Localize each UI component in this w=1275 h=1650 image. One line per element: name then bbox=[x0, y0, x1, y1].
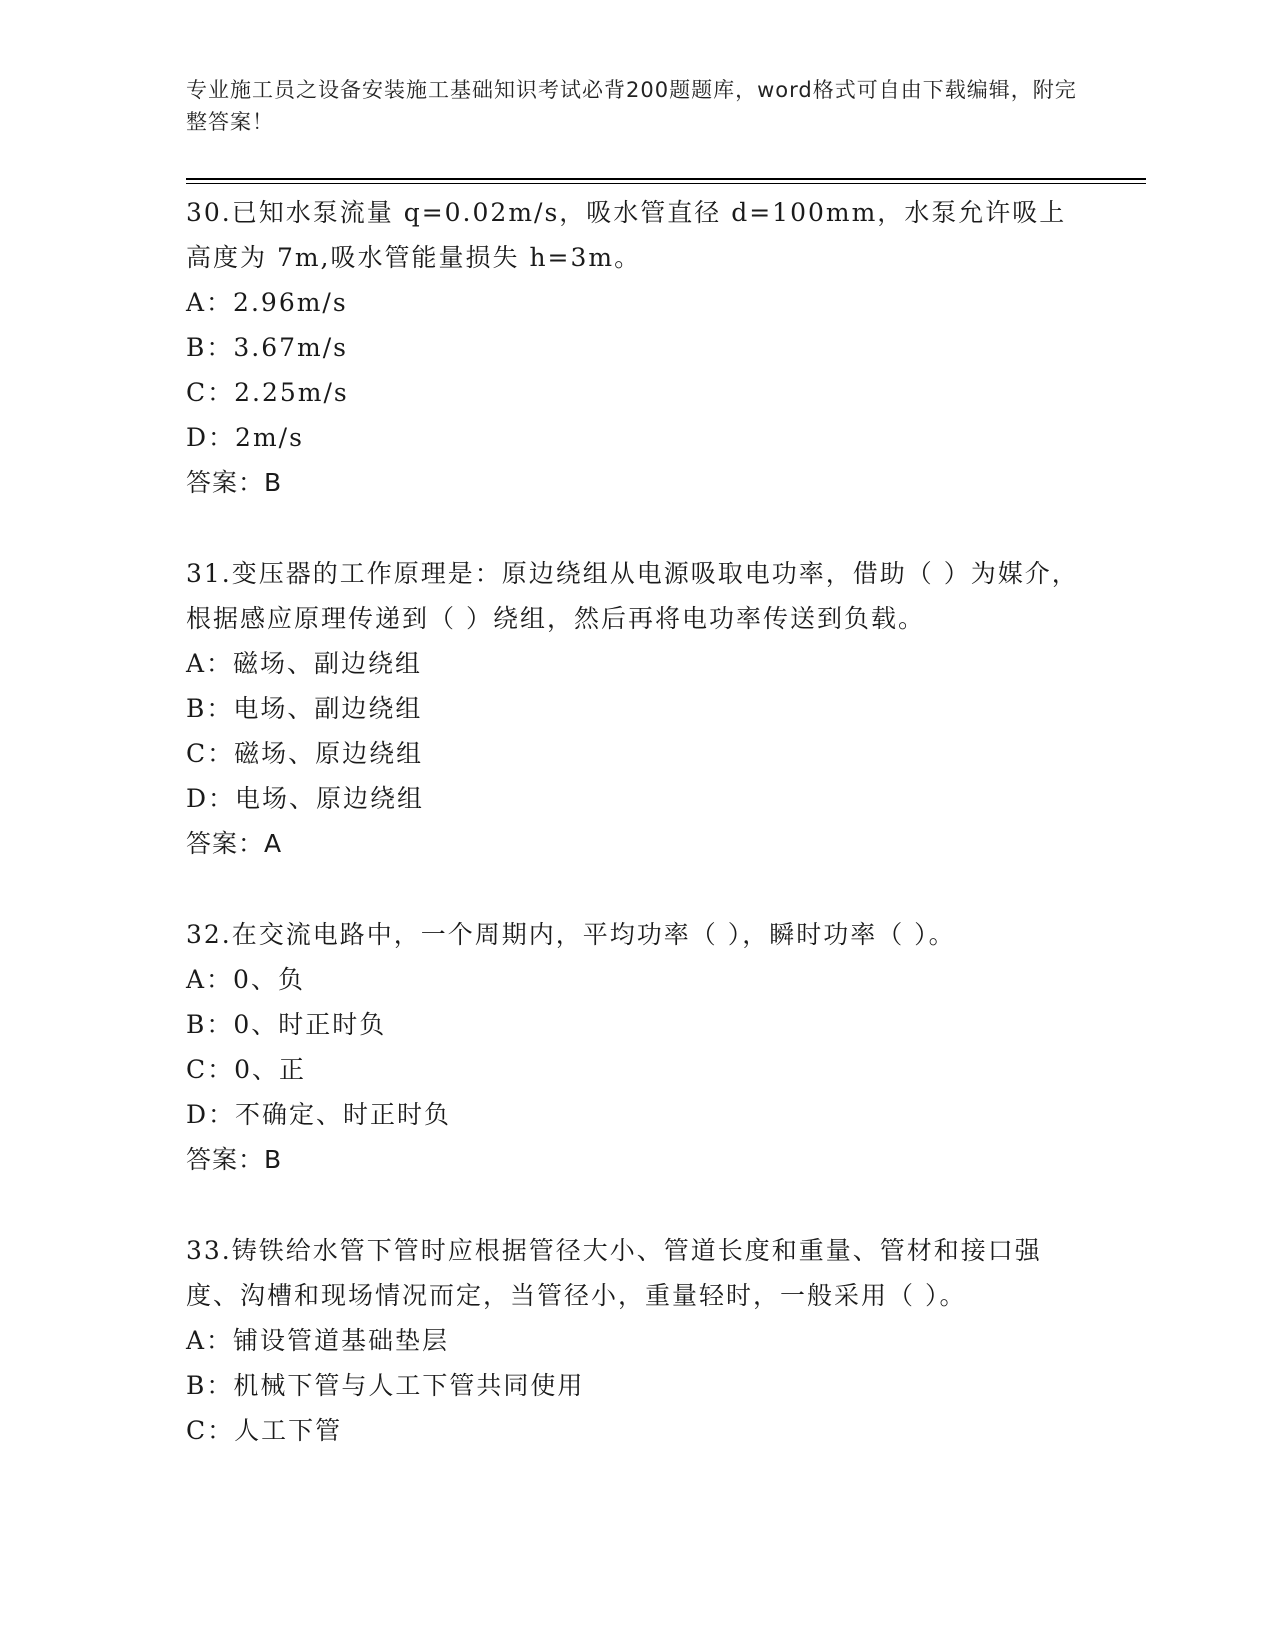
option-d: D：电场、原边绕组 bbox=[186, 784, 425, 813]
header-title: 专业施工员之设备安装施工基础知识考试必背200题题库，word格式可自由下载编辑，附完整答案！ bbox=[186, 78, 1077, 134]
document-header bbox=[186, 74, 1086, 138]
question-stem: 32.在交流电路中，一个周期内，平均功率（ ），瞬时功率（ ）。 bbox=[186, 920, 956, 949]
question-stem: 31.变压器的工作原理是：原边绕组从电源吸取电功率，借助（ ）为媒介，根据感应原理传递到（ ）绕组，然后再将电功率传送到负载。 bbox=[186, 559, 1079, 633]
question-stem: 33.铸铁给水管下管时应根据管径大小、管道长度和重量、管材和接口强度、沟槽和现场情况而定，当管径小，重量轻时，一般采用（ ）。 bbox=[186, 1236, 1042, 1310]
question-stem: 30.已知水泵流量 q=0.02m/s，吸水管直径 d=100mm，水泵允许吸上高度为 7m,吸水管能量损失 h=3m。 bbox=[186, 198, 1067, 272]
question-list bbox=[186, 190, 1086, 1499]
question-30 bbox=[186, 190, 1086, 505]
option-c: C：磁场、原边绕组 bbox=[186, 739, 424, 768]
option-d: D：不确定、时正时负 bbox=[186, 1100, 452, 1129]
option-b: B：0、时正时负 bbox=[186, 1010, 387, 1039]
answer: 答案：A bbox=[186, 829, 283, 858]
option-c: C：人工下管 bbox=[186, 1416, 343, 1445]
option-b: B：3.67m/s bbox=[186, 333, 348, 362]
option-a: A：磁场、副边绕组 bbox=[186, 649, 423, 678]
option-b: B：机械下管与人工下管共同使用 bbox=[186, 1371, 585, 1400]
header-divider-thick bbox=[186, 178, 1146, 180]
option-a: A：2.96m/s bbox=[186, 288, 348, 317]
option-b: B：电场、副边绕组 bbox=[186, 694, 423, 723]
option-a: A：铺设管道基础垫层 bbox=[186, 1326, 450, 1355]
question-31 bbox=[186, 551, 1086, 866]
option-c: C：0、正 bbox=[186, 1055, 307, 1084]
question-33 bbox=[186, 1228, 1086, 1453]
option-d: D：2m/s bbox=[186, 423, 304, 452]
question-32 bbox=[186, 912, 1086, 1182]
option-a: A：0、负 bbox=[186, 965, 305, 994]
option-c: C：2.25m/s bbox=[186, 378, 349, 407]
answer: 答案：B bbox=[186, 1145, 283, 1174]
header-divider-thin bbox=[186, 183, 1146, 184]
answer: 答案：B bbox=[186, 468, 283, 497]
